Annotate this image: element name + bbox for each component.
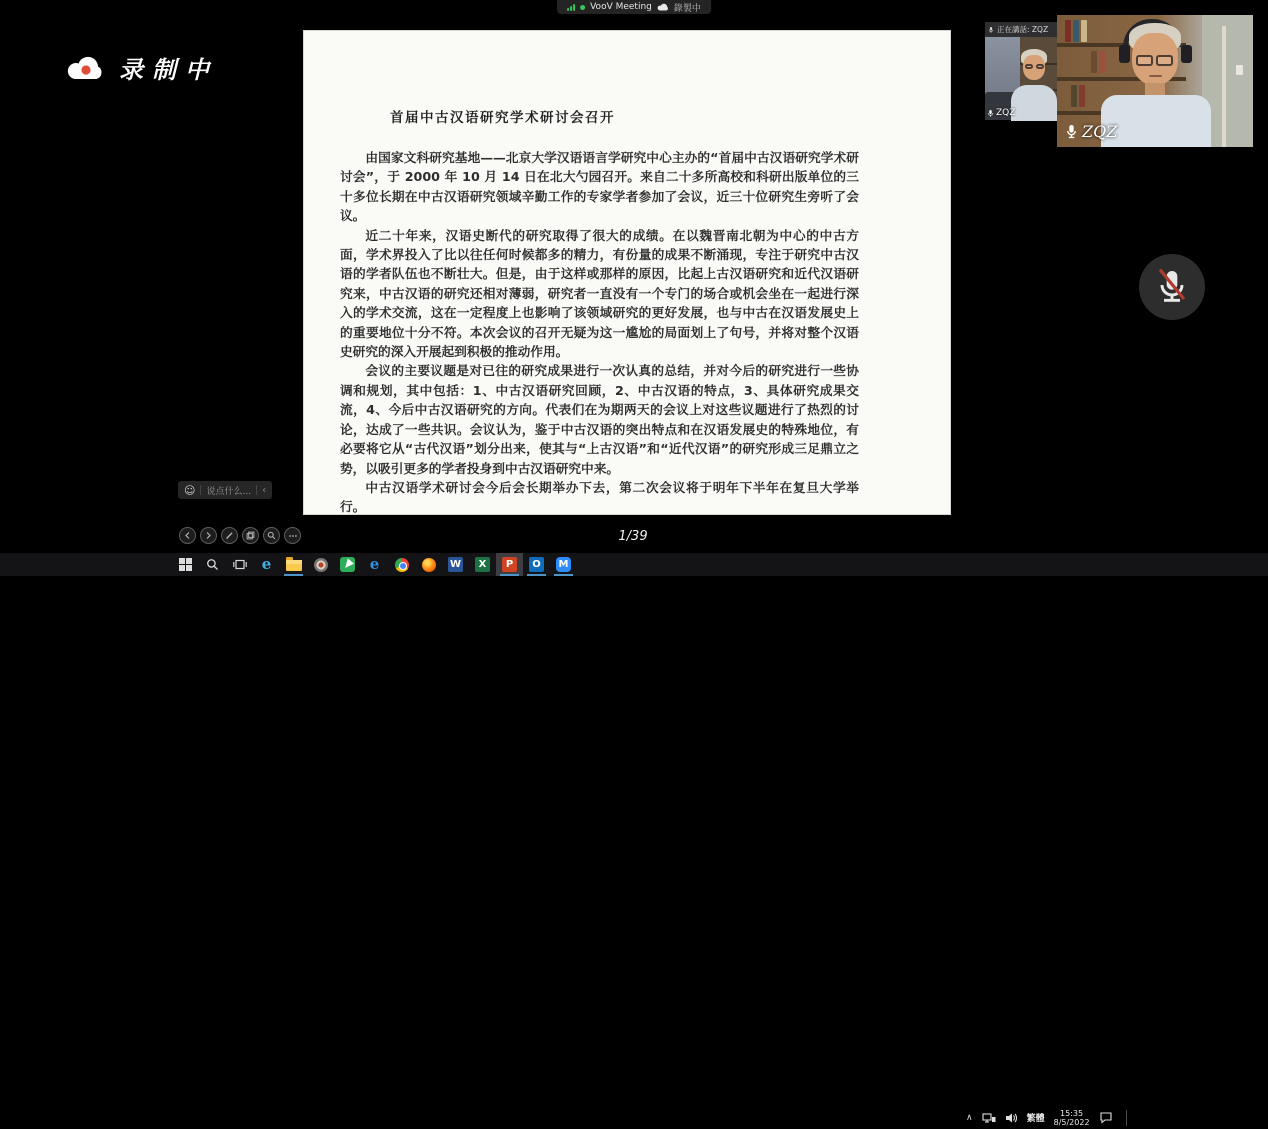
connection-dot-icon	[580, 5, 585, 10]
network-icon[interactable]	[982, 1112, 996, 1124]
presentation-toolbar	[179, 527, 301, 544]
app-title: VooV Meeting	[590, 2, 652, 12]
search-icon	[206, 558, 219, 571]
powerpoint-icon: P	[502, 557, 517, 572]
recording-cloud-icon	[66, 55, 106, 81]
participant-video-thumbnail[interactable]	[985, 37, 1057, 120]
file-explorer-button[interactable]	[280, 553, 307, 576]
system-tray	[966, 1106, 1127, 1129]
firefox-button[interactable]	[415, 553, 442, 576]
shared-document-page	[303, 30, 951, 515]
word-icon: W	[448, 557, 463, 572]
ime-language-indicator[interactable]: 繁體	[1027, 1111, 1045, 1124]
document-body	[303, 30, 951, 517]
edge-icon: e	[370, 557, 380, 572]
speaking-now-label: 正在講話: ZQZ	[997, 24, 1048, 35]
show-desktop-divider[interactable]	[1126, 1110, 1127, 1126]
internet-explorer-icon: e	[262, 557, 272, 572]
mic-muted-icon	[1156, 268, 1188, 306]
internet-explorer-button[interactable]	[253, 553, 280, 576]
mic-icon	[988, 26, 994, 34]
document-title: 首届中古汉语研究学术研讨会召开	[390, 106, 859, 126]
book-spine	[1081, 20, 1087, 42]
volume-icon[interactable]	[1005, 1112, 1018, 1124]
annotate-pen-button[interactable]	[221, 527, 238, 544]
mic-icon	[987, 109, 994, 118]
document-paragraph: 近二十年来，汉语史断代的研究取得了很大的成绩。在以魏晋南北朝为中心的中古方面，学术界投入了比以往任何时候都多的精力，有份量的成果不断涌现，专注于研究中古汉语的学者队伍也不断壮大。但是，由于这样或那样的原因，比起上古汉语研究和近代汉语研究来，中古汉语的研究还相对薄弱，研究者一直没有一个专门的场合或机会坐在一起进行深入的学术交流，这在一定程度上也影响了该领域研究的更好发展，也与中古在汉语发展史上的重要地位十分不符。本次会议的召开无疑为这一尴尬的局面划上了句号，并将对整个汉语史研究的深入开展起到积极的推动作用。	[340, 226, 859, 362]
windows-taskbar	[0, 553, 1268, 576]
powerpoint-button[interactable]	[496, 553, 523, 576]
task-view-button[interactable]	[226, 553, 253, 576]
taskbar-search-button[interactable]	[199, 553, 226, 576]
self-name-tag	[1065, 122, 1117, 141]
copy-slides-button[interactable]	[242, 527, 259, 544]
clock-date: 8/5/2022	[1054, 1118, 1090, 1127]
divider	[256, 485, 257, 495]
self-view-video[interactable]	[1057, 15, 1253, 147]
speaking-panel-header	[985, 22, 1057, 37]
chrome-button[interactable]	[388, 553, 415, 576]
page-indicator: 1/39	[595, 529, 671, 544]
firefox-icon	[422, 558, 436, 572]
windows-logo-icon	[179, 558, 192, 571]
clock-time: 15:35	[1060, 1109, 1083, 1118]
recording-status-label: 錄製中	[674, 1, 701, 14]
self-name: ZQZ	[1082, 122, 1117, 141]
book-spine	[1065, 20, 1071, 42]
excel-button[interactable]	[469, 553, 496, 576]
document-paragraph: 中古汉语学术研讨会今后会长期举办下去，第二次会议将于明年下半年在复旦大学举行。	[340, 478, 859, 517]
book-spine	[1091, 51, 1097, 73]
recording-indicator	[66, 50, 218, 85]
collapse-chevron-icon[interactable]: ‹	[262, 485, 266, 496]
word-button[interactable]	[442, 553, 469, 576]
light-switch	[1236, 65, 1243, 75]
taskbar-apps	[172, 553, 577, 576]
participant-name: ZQZ	[996, 108, 1015, 118]
file-explorer-icon	[286, 560, 302, 571]
chat-quick-bar[interactable]	[178, 481, 272, 499]
meeting-status-pill[interactable]	[557, 0, 711, 14]
voov-meeting-icon: M	[556, 557, 571, 572]
task-view-icon	[233, 558, 247, 571]
door-frame	[1222, 26, 1226, 147]
windows-start-button[interactable]	[172, 553, 199, 576]
action-center-icon[interactable]	[1099, 1111, 1113, 1124]
prev-page-button[interactable]	[179, 527, 196, 544]
media-player-icon	[314, 558, 328, 572]
chat-input-placeholder[interactable]: 说点什么...	[206, 484, 251, 497]
participant-name-tag	[987, 108, 1015, 118]
document-paragraph: 会议的主要议题是对已往的研究成果进行一次认真的总结，并对今后的研究进行一些协调和规划，其中包括：1、中古汉语研究回顾，2、中古汉语的特点，3、具体研究成果交流，4、今后中古汉语研究的方向。代表们在为期两天的会议上对这些议题进行了热烈的讨论，达成了一些共识。会议认为，鉴于中古汉语的突出特点和在汉语发展史的特殊地位，有必要将它从“古代汉语”划分出来，使其与“上古汉语”和“近代汉语”的研究形成三足鼎立之势，以吸引更多的学者投身到中古汉语研究中来。	[340, 361, 859, 477]
more-options-button[interactable]	[284, 527, 301, 544]
voov-meeting-button[interactable]	[550, 553, 577, 576]
divider	[200, 485, 201, 495]
mic-icon	[1065, 123, 1078, 140]
foxmail-button[interactable]	[334, 553, 361, 576]
edge-button[interactable]	[361, 553, 388, 576]
hidden-icons-caret[interactable]: ∧	[966, 1113, 973, 1123]
foxmail-icon	[340, 557, 355, 572]
speaking-participant-panel[interactable]	[985, 22, 1057, 120]
next-page-button[interactable]	[200, 527, 217, 544]
recording-indicator-label: 录制中	[119, 50, 218, 85]
outlook-button[interactable]	[523, 553, 550, 576]
book-spine	[1073, 20, 1079, 42]
media-player-button[interactable]	[307, 553, 334, 576]
emoji-icon[interactable]: ☺	[184, 485, 195, 496]
microphone-muted-button[interactable]	[1139, 254, 1205, 320]
signal-strength-icon	[567, 4, 575, 11]
taskbar-clock[interactable]	[1054, 1109, 1090, 1127]
outlook-icon: O	[529, 557, 544, 572]
self-avatar	[1101, 17, 1211, 147]
cloud-record-icon	[657, 3, 669, 11]
zoom-magnifier-button[interactable]	[263, 527, 280, 544]
excel-icon: X	[475, 557, 490, 572]
participant-avatar	[1015, 47, 1057, 120]
document-paragraph: 由国家文科研究基地——北京大学汉语语言学研究中心主办的“首届中古汉语研究学术研讨会”，于 2000 年 10 月 14 日在北大勺园召开。来自二十多所高校和科研出版单位的三十多位长期在中古汉语研究领域辛勤工作的专家学者参加了会议，近三十位研究生旁听了会议。	[340, 148, 859, 226]
chrome-icon	[395, 558, 409, 572]
book-spine	[1071, 85, 1077, 107]
book-spine	[1079, 85, 1085, 107]
